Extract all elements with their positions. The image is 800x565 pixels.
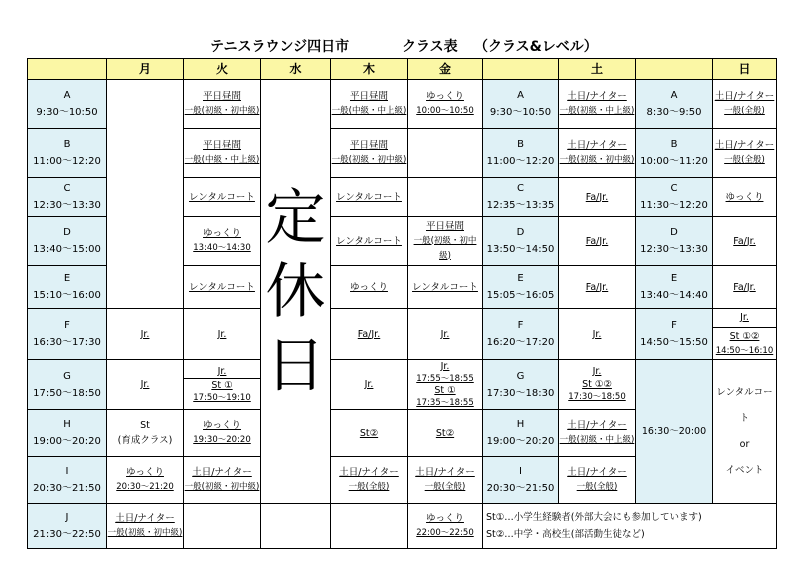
wed-closed: [261, 80, 331, 504]
fri-a: ゆっくり 10:00～10:50: [408, 80, 483, 129]
tue-c: レンタルコート: [184, 178, 261, 217]
slot-c-sun: C 11:30～12:20: [636, 178, 713, 217]
fri-i: 土日/ナイター 一般(全般): [408, 457, 483, 504]
thu-d: レンタルコート: [331, 217, 408, 266]
fri-j: ゆっくり 22:00～22:50: [408, 504, 483, 549]
thu-a: 平日昼間 一般(中級・中上級): [331, 80, 408, 129]
fri-e: レンタルコート: [408, 266, 483, 309]
sat-a: 土日/ナイター 一般(初級・中上級): [559, 80, 636, 129]
slot-d-weekday: D 13:40～15:00: [28, 217, 107, 266]
closed-char-3: 日: [265, 330, 326, 401]
slot-e-sun: E 13:40～14:40: [636, 266, 713, 309]
slot-f-sun: F 14:50～15:50: [636, 309, 713, 360]
tue-b: 平日昼間 一般(中級・中上級): [184, 129, 261, 178]
slot-g-sat: G 17:30～18:30: [483, 360, 559, 410]
sun-e: Fa/Jr.: [713, 266, 777, 309]
thu-f: Fa/Jr.: [331, 309, 408, 360]
slot-c-sat: C 12:35～13:35: [483, 178, 559, 217]
fri-f: Jr.: [408, 309, 483, 360]
row-f: [28, 309, 777, 360]
fri-g: Jr. 17:55～18:55 St ① 17:35～18:55: [408, 360, 483, 410]
slot-b-weekday: B 11:00～12:20: [28, 129, 107, 178]
mon-h: St (育成クラス): [107, 410, 184, 457]
class-schedule-table: [27, 58, 777, 549]
header-row: [28, 59, 777, 80]
sat-i: 土日/ナイター 一般(全般): [559, 457, 636, 504]
note-st2: St②…中学・高校生(部活動生徒など): [486, 529, 645, 540]
sun-a: 土日/ナイター 一般(全般): [713, 80, 777, 129]
sun-b: 土日/ナイター 一般(全般): [713, 129, 777, 178]
row-j: [28, 504, 777, 549]
row-g: [28, 360, 777, 410]
slot-i-sat: I 20:30～21:50: [483, 457, 559, 504]
header-sun: 日: [713, 59, 777, 80]
title-sub: クラス表: [402, 39, 458, 55]
closed-char-1: 定: [265, 182, 326, 253]
tue-a: 平日昼間 一般(初級・初中級): [184, 80, 261, 129]
title-paren: （クラス&レベル）: [474, 39, 598, 55]
thu-e: ゆっくり: [331, 266, 408, 309]
legend-notes: [483, 504, 777, 549]
slot-i-weekday: I 20:30～21:50: [28, 457, 107, 504]
wed-j: [261, 504, 331, 549]
slot-f-sat: F 16:20～17:20: [483, 309, 559, 360]
fri-d: 平日昼間 一般(初級・初中級): [408, 217, 483, 266]
sat-f: Jr.: [559, 309, 636, 360]
mon-empty-morning: [107, 80, 184, 309]
sun-d: Fa/Jr.: [713, 217, 777, 266]
slot-b-sat: B 11:00～12:20: [483, 129, 559, 178]
mon-g: Jr.: [107, 360, 184, 410]
sat-e: Fa/Jr.: [559, 266, 636, 309]
slot-b-sun: B 10:00～11:20: [636, 129, 713, 178]
sat-d: Fa/Jr.: [559, 217, 636, 266]
tue-h: ゆっくり 19:30～20:20: [184, 410, 261, 457]
row-a: [28, 80, 777, 129]
slot-h-sat: H 19:00～20:20: [483, 410, 559, 457]
sat-b: 土日/ナイター 一般(初級・初中級): [559, 129, 636, 178]
slot-h-weekday: H 19:00～20:20: [28, 410, 107, 457]
sat-c: Fa/Jr.: [559, 178, 636, 217]
mon-i: ゆっくり 20:30～21:20: [107, 457, 184, 504]
sun-slot-evening: 16:30～20:00: [636, 360, 713, 504]
title-main: テニスラウンジ四日市: [210, 39, 350, 55]
slot-e-sat: E 15:05～16:05: [483, 266, 559, 309]
header-tue: 火: [184, 59, 261, 80]
slot-a-sat: A 9:30～10:50: [483, 80, 559, 129]
thu-c: レンタルコート: [331, 178, 408, 217]
fri-h: St②: [408, 410, 483, 457]
slot-e-weekday: E 15:10～16:00: [28, 266, 107, 309]
closed-char-2: 休: [265, 256, 326, 327]
slot-a-weekday: A 9:30～10:50: [28, 80, 107, 129]
mon-j: 土日/ナイター 一般(初級・初中級): [107, 504, 184, 549]
sat-g: Jr. St ①② 17:30～18:50: [559, 360, 636, 410]
sun-c: ゆっくり: [713, 178, 777, 217]
header-mon: 月: [107, 59, 184, 80]
header-wed: 水: [261, 59, 331, 80]
tue-i: 土日/ナイター 一般(初級・初中級): [184, 457, 261, 504]
fri-b: [408, 129, 483, 178]
thu-g: Jr.: [331, 360, 408, 410]
thu-b: 平日昼間 一般(初級・初中級): [331, 129, 408, 178]
thu-i: 土日/ナイター 一般(全般): [331, 457, 408, 504]
tue-e: レンタルコート: [184, 266, 261, 309]
slot-g-weekday: G 17:50～18:50: [28, 360, 107, 410]
header-sat: 土: [559, 59, 636, 80]
thu-j: [331, 504, 408, 549]
tue-g: Jr. St ① 17:50～19:10: [184, 360, 261, 410]
tue-d: ゆっくり 13:40～14:30: [184, 217, 261, 266]
slot-a-sun: A 8:30～9:50: [636, 80, 713, 129]
header-thu: 木: [331, 59, 408, 80]
sat-h: 土日/ナイター 一般(初級・中上級): [559, 410, 636, 457]
header-blank-sat1: [483, 59, 559, 80]
slot-d-sun: D 12:30～13:30: [636, 217, 713, 266]
sun-evening: レンタルコート or イベント: [713, 360, 777, 504]
slot-c-weekday: C 12:30～13:30: [28, 178, 107, 217]
slot-d-sat: D 13:50～14:50: [483, 217, 559, 266]
fri-c: [408, 178, 483, 217]
header-blank: [28, 59, 107, 80]
sun-f: Jr. St ①② 14:50～16:10: [713, 309, 777, 360]
note-st1: St①…小学生経験者(外部大会にも参加しています): [486, 512, 702, 523]
mon-f: Jr.: [107, 309, 184, 360]
slot-j-weekday: J 21:30～22:50: [28, 504, 107, 549]
thu-h: St②: [331, 410, 408, 457]
tue-f: Jr.: [184, 309, 261, 360]
tue-j: [184, 504, 261, 549]
header-fri: 金: [408, 59, 483, 80]
header-blank-sun1: [636, 59, 713, 80]
slot-f-weekday: F 16:30～17:30: [28, 309, 107, 360]
